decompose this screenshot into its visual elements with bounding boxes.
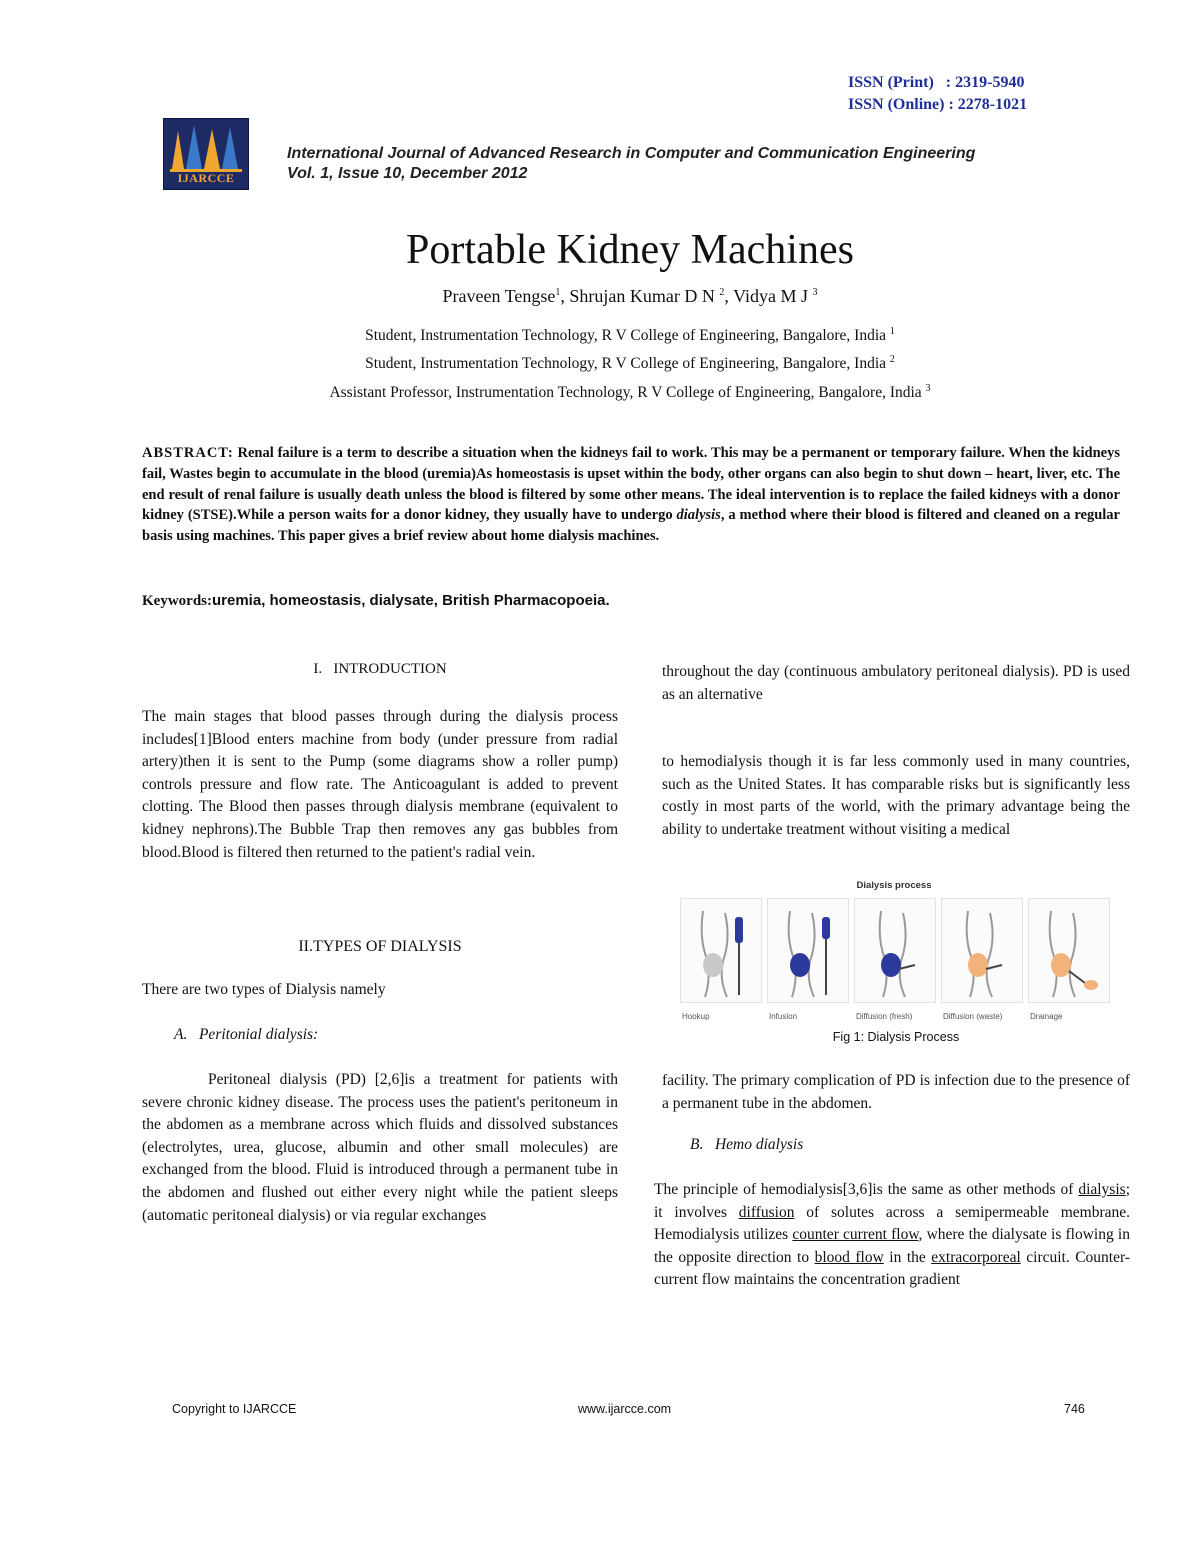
section-number: I. [313, 661, 323, 677]
affiliation-text: Assistant Professor, Instrumentation Technology, R V College of Engineering, Bangalore, India [329, 384, 926, 402]
link-diffusion[interactable]: diffusion [738, 1203, 795, 1221]
affiliation [0, 326, 1200, 345]
abstract-text-end: , a method where their blood is filtered and cleaned on a regular basis using machines. This paper gives a brief review about home dialysis machines. [142, 507, 1120, 545]
author-name: Vidya M J [733, 286, 813, 306]
abstract-text: Renal failure is a term to describe a situation when the kidneys fail to work. This may be a permanent or temporary failure. When the kidneys fail, Wastes begin to accumulate in the blood (uremia)As homeostasis is upset within the body, other organs can also begin to shut down – heart, liver, etc. The end result of renal failure is usually death unless the blood is filtered by some other means. The ideal intervention is to replace the failed kidneys with a donor kidney (STSE).While a person waits for a donor kidney, they usually have to undergo [142, 445, 1120, 524]
figure-panel-infusion [767, 898, 849, 1003]
figure-dialysis-process [680, 880, 1108, 1026]
journal-logo [163, 118, 249, 190]
paper-title: Portable Kidney Machines [406, 227, 854, 273]
journal-name: International Journal of Advanced Research in Computer and Communication Engineering [287, 145, 976, 162]
issn-online: ISSN (Online) : 2278-1021 [848, 96, 1028, 113]
figure-title: Dialysis process [856, 880, 932, 891]
keywords-text: uremia, homeostasis, dialysate, British Pharmacopoeia. [212, 592, 610, 609]
right-paragraph-2: to hemodialysis though it is far less commonly used in many countries, such as the United States. It has comparable risks but is significantly less costly in most parts of the world, with the primary advantage being the ability to undertake treatment without visiting a medical [662, 753, 1130, 838]
section-title: INTRODUCTION [333, 661, 447, 677]
keywords [142, 592, 610, 610]
subsection-title: Peritonial dialysis: [198, 1026, 319, 1043]
figure-panel-drainage [1028, 898, 1110, 1003]
abstract [142, 443, 1120, 547]
section-heading-types: II.TYPES OF DIALYSIS [298, 938, 462, 955]
subsection-heading-b [662, 1134, 1130, 1157]
subsection-label: A. [174, 1026, 188, 1043]
figure-panel-graphic [855, 899, 935, 1002]
section-heading-introduction [142, 658, 618, 681]
right-paragraph-1: throughout the day (continuous ambulatory peritoneal dialysis). PD is used as an alternative [662, 663, 1130, 703]
footer-copyright: Copyright to IJARCCE [172, 1402, 297, 1416]
affiliation-mark: 1 [889, 326, 895, 337]
figure-panel-hookup [680, 898, 762, 1003]
author-list: Praveen Tengse$^1$, Shrujan Kumar D N $^2$, Vidya M J $^3$ [442, 286, 818, 306]
footer-page-number: 746 [1064, 1402, 1085, 1416]
issn-print: ISSN (Print) : 2319-5940 [848, 74, 1025, 91]
author-name: Shrujan Kumar D N [569, 286, 720, 306]
hd-text: in the [883, 1248, 932, 1266]
link-counter-current-flow[interactable]: counter current flow [792, 1226, 919, 1244]
figure-label: Diffusion (waste) [943, 1012, 1003, 1021]
peritoneal-dialysis-paragraph: Peritoneal dialysis (PD) [2,6]is a treatment for patients with severe chronic kidney disease. The process uses the patient's peritoneum in the abdomen as a membrane across which fluids and dissolved substances (electrolytes, urea, glucose, albumin and other small molecules) are exchanged from the blood. Fluid is introduced through a permanent tube in the abdomen and flushed out either every night while the patient sleeps (automatic peritoneal dialysis) or via regular exchanges [142, 1071, 618, 1224]
abstract-italic-term: dialysis [676, 507, 721, 524]
author-mark: 1 [555, 287, 561, 298]
footer-website[interactable]: www.ijarcce.com [578, 1402, 672, 1416]
hd-text: ; it involves [654, 1181, 1130, 1221]
figure-label: Diffusion (fresh) [856, 1012, 913, 1021]
subsection-heading-a [142, 1024, 618, 1047]
hd-text: of solutes across a semipermeable membrane. Hemodialysis utilizes [654, 1203, 1130, 1244]
logo-text: IJARCCE [177, 171, 235, 185]
subsection-label: B. [690, 1136, 704, 1153]
figure-panel-graphic [1029, 899, 1109, 1002]
logo-graphic-icon [164, 119, 248, 175]
hd-text: , where the dialysate is flowing in the opposite direction to [654, 1226, 1130, 1266]
affiliation-mark: 2 [889, 354, 895, 365]
figure-label: Infusion [769, 1012, 798, 1021]
affiliation-mark: 3 [925, 383, 931, 394]
link-blood-flow[interactable]: blood flow [814, 1248, 884, 1266]
journal-header [287, 144, 975, 184]
subsection-title: Hemo dialysis [714, 1136, 804, 1153]
keywords-label: Keywords: [142, 593, 212, 609]
issn-block [848, 72, 1027, 116]
figure-caption: Fig 1: Dialysis Process [832, 1030, 960, 1044]
types-paragraph: There are two types of Dialysis namely [142, 981, 386, 998]
affiliation-text: Student, Instrumentation Technology, R V College of Engineering, Bangalore, India [365, 355, 890, 373]
affiliation [0, 354, 1200, 373]
author-name: Praveen Tengse [442, 286, 556, 306]
figure-label: Hookup [682, 1012, 710, 1021]
link-extracorporeal[interactable]: extracorporeal [931, 1248, 1021, 1266]
abstract-label: ABSTRACT: [142, 445, 234, 461]
introduction-paragraph: The main stages that blood passes through during the dialysis process includes[1]Blood enters machine from body (under pressure from radial artery)then it is sent to the Pump (some diagrams show a roller pump) controls pressure and flow rate. The Anticoagulant is added to prevent clotting. The Blood then passes through dialysis membrane (equivalent to kidney nephrons).The Bubble Trap then removes any gas bubbles from blood.Blood is filtered then returned to the patient's radial vein. [142, 708, 618, 861]
hd-text: circuit. Counter-current flow maintains the concentration gradient [654, 1248, 1130, 1289]
figure-panel-diffusion-waste [941, 898, 1023, 1003]
link-dialysis[interactable]: dialysis [1078, 1181, 1126, 1198]
author-mark: 2 [719, 287, 725, 298]
hd-text: The principle of hemodialysis[3,6]is the same as other methods of [654, 1181, 1079, 1198]
figure-panel-graphic [942, 899, 1022, 1002]
journal-volume: Vol. 1, Issue 10, December 2012 [287, 165, 528, 182]
right-paragraph-3: facility. The primary complication of PD is infection due to the presence of a permanent tube in the abdomen. [662, 1072, 1130, 1112]
affiliation-text: Student, Instrumentation Technology, R V College of Engineering, Bangalore, India [365, 327, 890, 345]
author-mark: 3 [812, 287, 818, 298]
affiliation [0, 383, 1200, 402]
figure-label: Drainage [1030, 1012, 1063, 1021]
figure-panel-graphic [681, 899, 761, 1002]
hemodialysis-paragraph [654, 1179, 1130, 1292]
figure-panel-diffusion-fresh [854, 898, 936, 1003]
figure-panel-graphic [768, 899, 848, 1002]
